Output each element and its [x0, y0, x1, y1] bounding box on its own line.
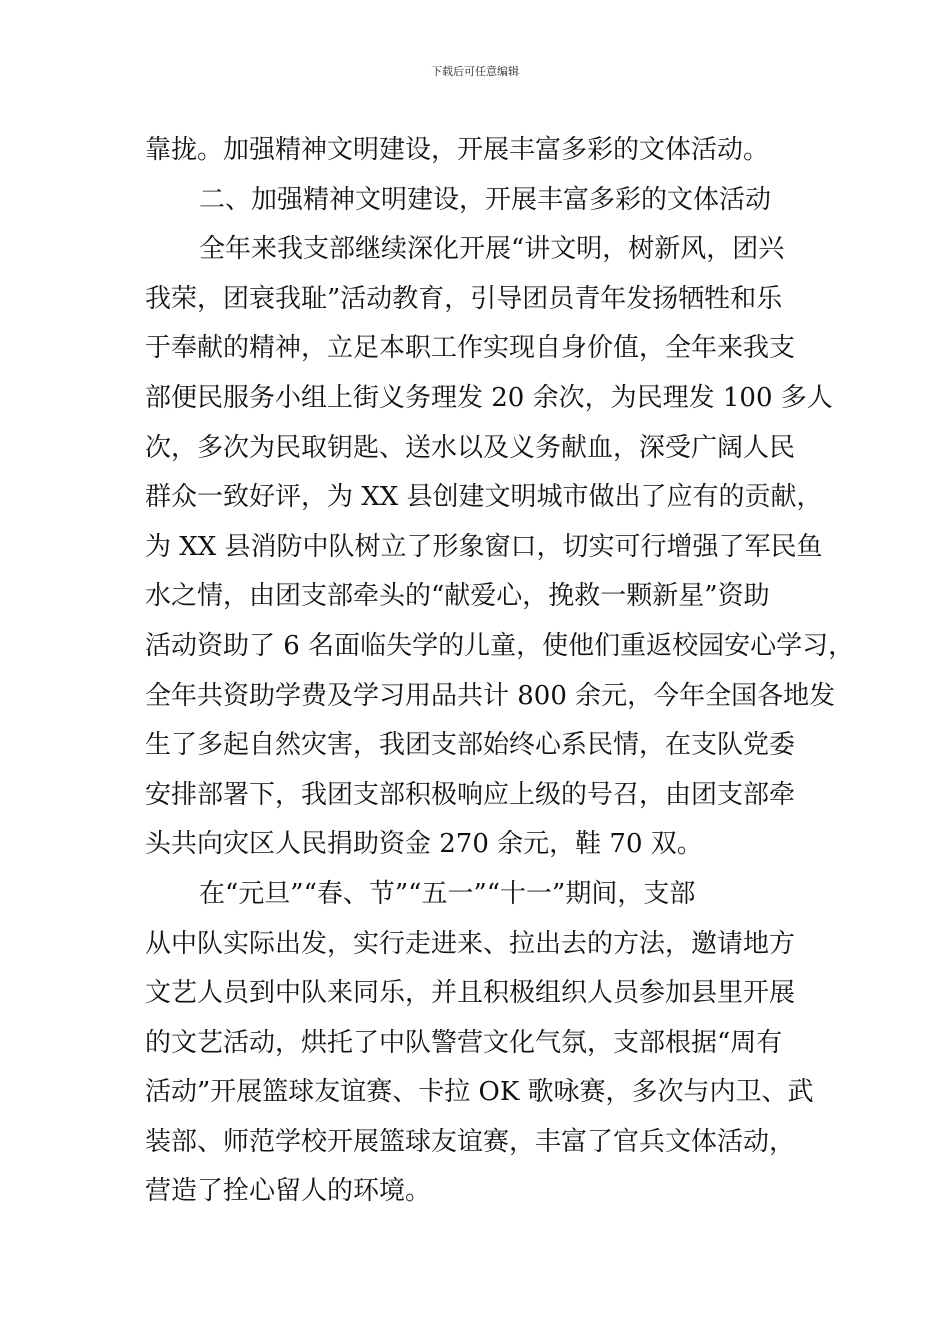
paragraph-1-line: 安排部署下，我团支部积极响应上级的号召，由团支部牵: [145, 779, 796, 810]
paragraph-1-line: 头共向灾区人民捐助资金 270 余元，鞋 70 双。: [145, 829, 703, 860]
paragraph-1-line: 全年共资助学费及学习用品共计 800 余元，今年全国各地发: [145, 680, 836, 711]
paragraph-1-line: 活动资助了 6 名面临失学的儿童，使他们重返校园安心学习，: [145, 630, 855, 661]
document-body: [145, 126, 855, 1217]
page-header: 下载后可任意编辑: [431, 65, 519, 78]
paragraph-1-line: 于奉献的精神，立足本职工作实现自身价值，全年来我支: [145, 333, 796, 364]
paragraph-1-line: 我荣，团衰我耻”活动教育，引导团员青年发扬牺牲和乐: [145, 283, 783, 314]
paragraph-2-line: 在“元旦”“春、节”“五一”“十一”期间，支部: [199, 878, 696, 909]
paragraph-1-line: 生了多起自然灾害，我团支部始终心系民情，在支队党委: [145, 730, 796, 761]
paragraph-1-line: 次，多次为民取钥匙、送水以及义务献血，深受广阔人民: [145, 432, 796, 463]
paragraph-1-line: 部便民服务小组上街义务理发 20 余次，为民理发 100 多人: [145, 382, 833, 413]
paragraph-2-line: 营造了拴心留人的环境。: [145, 1176, 432, 1207]
paragraph-2-line: 的文艺活动，烘托了中队警营文化气氛，支部根据“周有: [145, 1027, 783, 1058]
paragraph-1-line: 全年来我支部继续深化开展“讲文明，树新风，团兴: [199, 234, 785, 265]
paragraph-2-line: 装部、师范学校开展篮球友谊赛，丰富了官兵文体活动，: [145, 1126, 796, 1157]
paragraph-1-line: 群众一致好评，为 XX 县创建文明城市做出了应有的贡献，: [145, 482, 823, 513]
text-line: 靠拢。加强精神文明建设，开展丰富多彩的文体活动。: [145, 135, 770, 165]
paragraph-2-line: 文艺人员到中队来同乐，并且积极组织人员参加县里开展: [145, 978, 796, 1009]
paragraph-1-line: 为 XX 县消防中队树立了形象窗口，切实可行增强了军民鱼: [145, 531, 823, 562]
section-heading: 二、加强精神文明建设，开展丰富多彩的文体活动: [199, 184, 772, 215]
paragraph-2-line: 从中队实际出发，实行走进来、拉出去的方法，邀请地方: [145, 928, 796, 959]
paragraph-2-line: 活动”开展篮球友谊赛、卡拉 OK 歌咏赛，多次与内卫、武: [145, 1077, 814, 1108]
paragraph-1-line: 水之情，由团支部牵头的“献爱心，挽救一颗新星”资助: [145, 581, 770, 612]
